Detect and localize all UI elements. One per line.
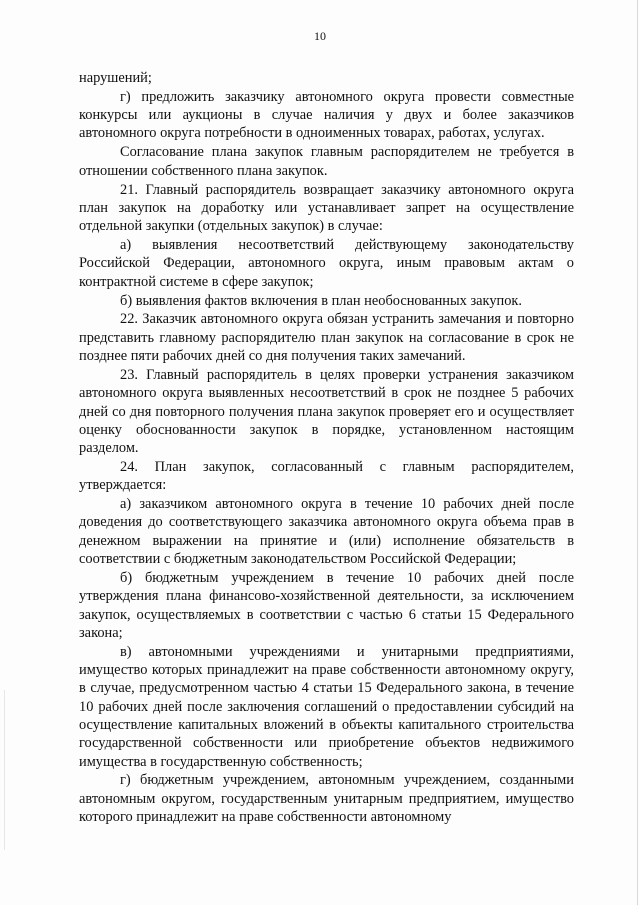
page-number: 10 (314, 29, 326, 43)
paragraph-24-a: а) заказчиком автономного округа в течение 10 рабочих дней после доведения до соответствующего заказчика автономного округа объема прав в денежном выражении на принятие и (или) исполнение обязательств в соответствии с бюджетным законодательством Российской Федерации; (79, 496, 574, 568)
paragraph-item-g: г) предложить заказчику автономного округа провести совместные конкурсы или аукционы в случае наличия у двух и более заказчиков автономного округа потребности в одноименных товарах, работах, услугах. (79, 88, 574, 142)
paragraph-21-a: а) выявления несоответствий действующему законодательству Российской Федерации, автономного округа, иным правовым актам о контрактной системе в сфере закупок; (79, 237, 574, 290)
paragraph-21: 21. Главный распорядитель возвращает заказчику автономного округа план закупок на доработку или устанавливает запрет на осуществление отдельной закупки (отдельных закупок) в случае: (79, 181, 574, 235)
scan-edge-right (637, 0, 638, 905)
paragraph-24-b: б) бюджетным учреждением в течение 10 рабочих дней после утверждения плана финансово-хозяйственной деятельности, за исключением закупок, осуществляемых в соответствии с частью 6 статьи 15 Федерального закона; (79, 569, 574, 641)
paragraph-24: 24. План закупок, согласованный с главным распорядителем, утверждается: (79, 458, 574, 494)
paragraph-approval-note: Согласование плана закупок главным распорядителем не требуется в отношении собственного плана закупок. (79, 144, 574, 179)
paragraph-continuation: нарушений; (79, 70, 152, 86)
paragraph-24-g: г) бюджетным учреждением, автономным учреждением, созданными автономным округом, государственным унитарным предприятием, имущество которого принадлежит на праве собственности автономному (79, 772, 574, 825)
document-body (79, 69, 574, 826)
paragraph-22: 22. Заказчик автономного округа обязан устранить замечания и повторно представить главному распорядителю план закупок на согласование в срок не позднее пяти рабочих дней со дня получения таких замечаний. (79, 311, 574, 365)
scan-edge-left (4, 690, 5, 850)
paragraph-21-b: б) выявления фактов включения в план необоснованных закупок. (120, 292, 523, 309)
paragraph-23: 23. Главный распорядитель в целях проверки устранения заказчиком автономного округа выявленных несоответствий в срок не позднее 5 рабочих дней со дня повторного получения плана закупок проверяет его и осуществляет оценку обоснованности закупок в порядке, установленном настоящим разделом. (79, 366, 574, 457)
paragraph-24-v: в) автономными учреждениями и унитарными предприятиями, имущество которых принадлежит на праве собственности автономному округу, в случае, предусмотренном частью 4 статьи 15 Федерального закона, в течение 10 рабочих дней после заключения соглашений о предоставлении субсидий на осуществление капитальных вложений в объекты капитального строительства государственной собственности или приобретение объектов недвижимого имущества в государственную собственность; (79, 643, 574, 770)
